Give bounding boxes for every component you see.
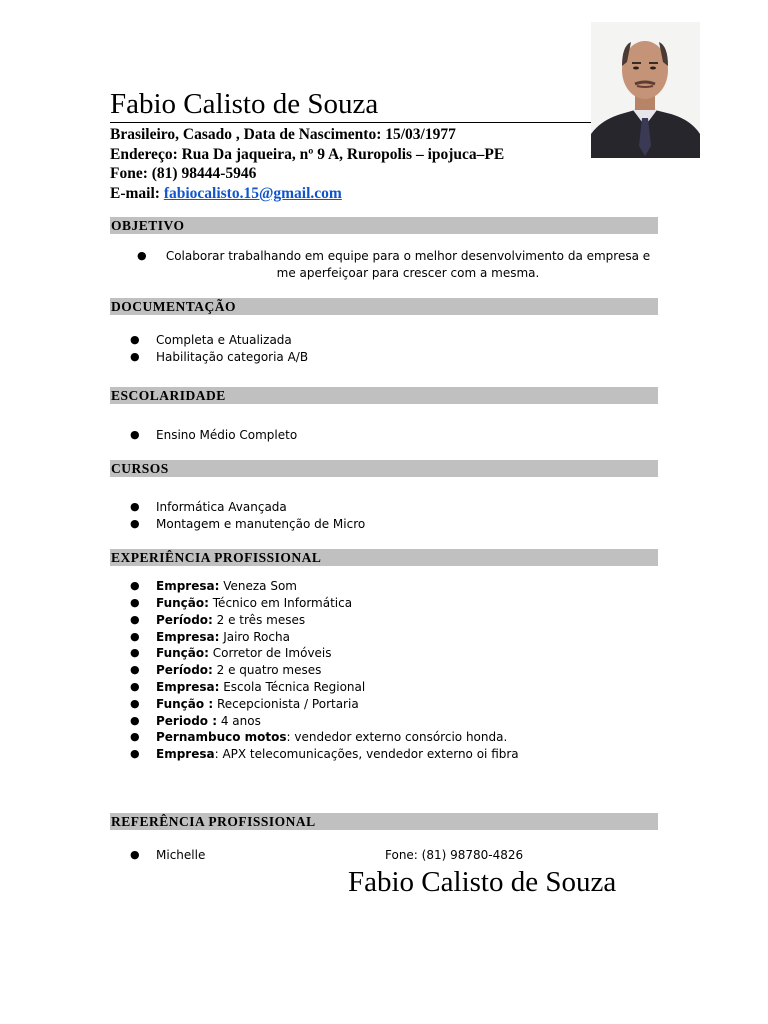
list-item — [156, 612, 305, 628]
list-item: Completa e Atualizada — [156, 333, 292, 347]
bullet-icon: ● — [130, 848, 140, 861]
list-item — [156, 629, 290, 645]
bullet-icon: ● — [130, 663, 140, 676]
item-value: Corretor de Imóveis — [208, 646, 332, 660]
section-header-cursos — [110, 460, 658, 477]
bullet-icon: ● — [130, 613, 140, 626]
item-value: Escola Técnica Regional — [219, 680, 366, 694]
bullet-icon: ● — [130, 500, 140, 513]
item-label: Empresa: — [156, 680, 220, 694]
name-underline — [110, 122, 591, 123]
bullet-icon: ● — [130, 697, 140, 710]
bullet-icon: ● — [130, 630, 140, 643]
phone-line: Fone: (81) 98444-5946 — [110, 165, 257, 182]
item-value: Veneza Som — [219, 579, 297, 593]
section-header-escolaridade — [110, 387, 658, 404]
section-header-experiencia — [110, 549, 658, 566]
bullet-icon: ● — [130, 579, 140, 592]
list-item — [156, 696, 359, 712]
section-title: CURSOS — [111, 461, 169, 476]
bullet-icon: ● — [130, 714, 140, 727]
list-item: Montagem e manutenção de Micro — [156, 517, 366, 531]
objective-text: Colaborar trabalhando em equipe para o melhor desenvolvimento da empresa e me aperfeiçoar para crescer com a mesma. — [165, 249, 651, 280]
item-value: : APX telecomunicações, vendedor externo oi fibra — [214, 747, 519, 761]
item-value: Jairo Rocha — [219, 630, 290, 644]
item-label: Pernambuco motos — [156, 730, 287, 744]
bullet-icon: ● — [130, 350, 140, 363]
address-line: Endereço: Rua Da jaqueira, nº 9 A, Ruropolis – ipojuca–PE — [110, 146, 505, 163]
profile-photo — [591, 22, 700, 158]
email-label: E-mail: — [110, 185, 164, 202]
bullet-icon: ● — [137, 249, 147, 262]
reference-phone: Fone: (81) 98780-4826 — [385, 848, 524, 862]
list-item — [156, 746, 519, 762]
item-label: Função: — [156, 646, 209, 660]
section-title: ESCOLARIDADE — [111, 388, 226, 403]
item-label: Período: — [156, 613, 213, 627]
list-item — [156, 713, 261, 729]
list-item: Habilitação categoria A/B — [156, 350, 309, 364]
list-item — [156, 595, 352, 611]
portrait-image — [591, 22, 700, 158]
section-header-documentacao — [110, 298, 658, 315]
list-item — [156, 729, 507, 745]
item-value: Técnico em Informática — [208, 596, 353, 610]
section-title: EXPERIÊNCIA PROFISSIONAL — [111, 550, 322, 565]
bullet-icon: ● — [130, 646, 140, 659]
item-label: Periodo : — [156, 714, 218, 728]
item-label: Período: — [156, 663, 213, 677]
bullet-icon: ● — [130, 517, 140, 530]
signature-name: Fabio Calisto de Souza — [348, 866, 617, 898]
email-link[interactable]: fabiocalisto.15@gmail.com — [163, 185, 342, 202]
list-item — [156, 662, 321, 678]
section-header-referencia — [110, 813, 658, 830]
section-title: DOCUMENTAÇÃO — [111, 299, 236, 314]
section-title: REFERÊNCIA PROFISSIONAL — [111, 814, 316, 829]
item-label: Função: — [156, 596, 209, 610]
personal-info-line: Brasileiro, Casado , Data de Nascimento: 15/03/1977 — [110, 126, 456, 143]
bullet-icon: ● — [130, 428, 140, 441]
item-value: : vendedor externo consórcio honda. — [286, 730, 508, 744]
item-label: Empresa: — [156, 630, 220, 644]
list-item — [156, 679, 365, 695]
bullet-icon: ● — [130, 596, 140, 609]
email-line — [110, 184, 342, 204]
list-item: Informática Avançada — [156, 500, 287, 514]
item-value: 2 e três meses — [212, 613, 306, 627]
section-title: OBJETIVO — [111, 218, 185, 233]
item-value: Recepcionista / Portaria — [213, 697, 359, 711]
list-item — [156, 645, 332, 661]
item-value: 2 e quatro meses — [212, 663, 322, 677]
list-item — [156, 578, 297, 594]
item-label: Função : — [156, 697, 214, 711]
item-value: 4 anos — [217, 714, 261, 728]
item-label: Empresa — [156, 747, 215, 761]
bullet-icon: ● — [130, 333, 140, 346]
bullet-icon: ● — [130, 730, 140, 743]
list-item: Ensino Médio Completo — [156, 428, 298, 442]
bullet-icon: ● — [130, 680, 140, 693]
candidate-name: Fabio Calisto de Souza — [110, 88, 379, 120]
section-header-objetivo — [110, 217, 658, 234]
item-label: Empresa: — [156, 579, 220, 593]
bullet-icon: ● — [130, 747, 140, 760]
reference-name: Michelle — [156, 848, 206, 862]
